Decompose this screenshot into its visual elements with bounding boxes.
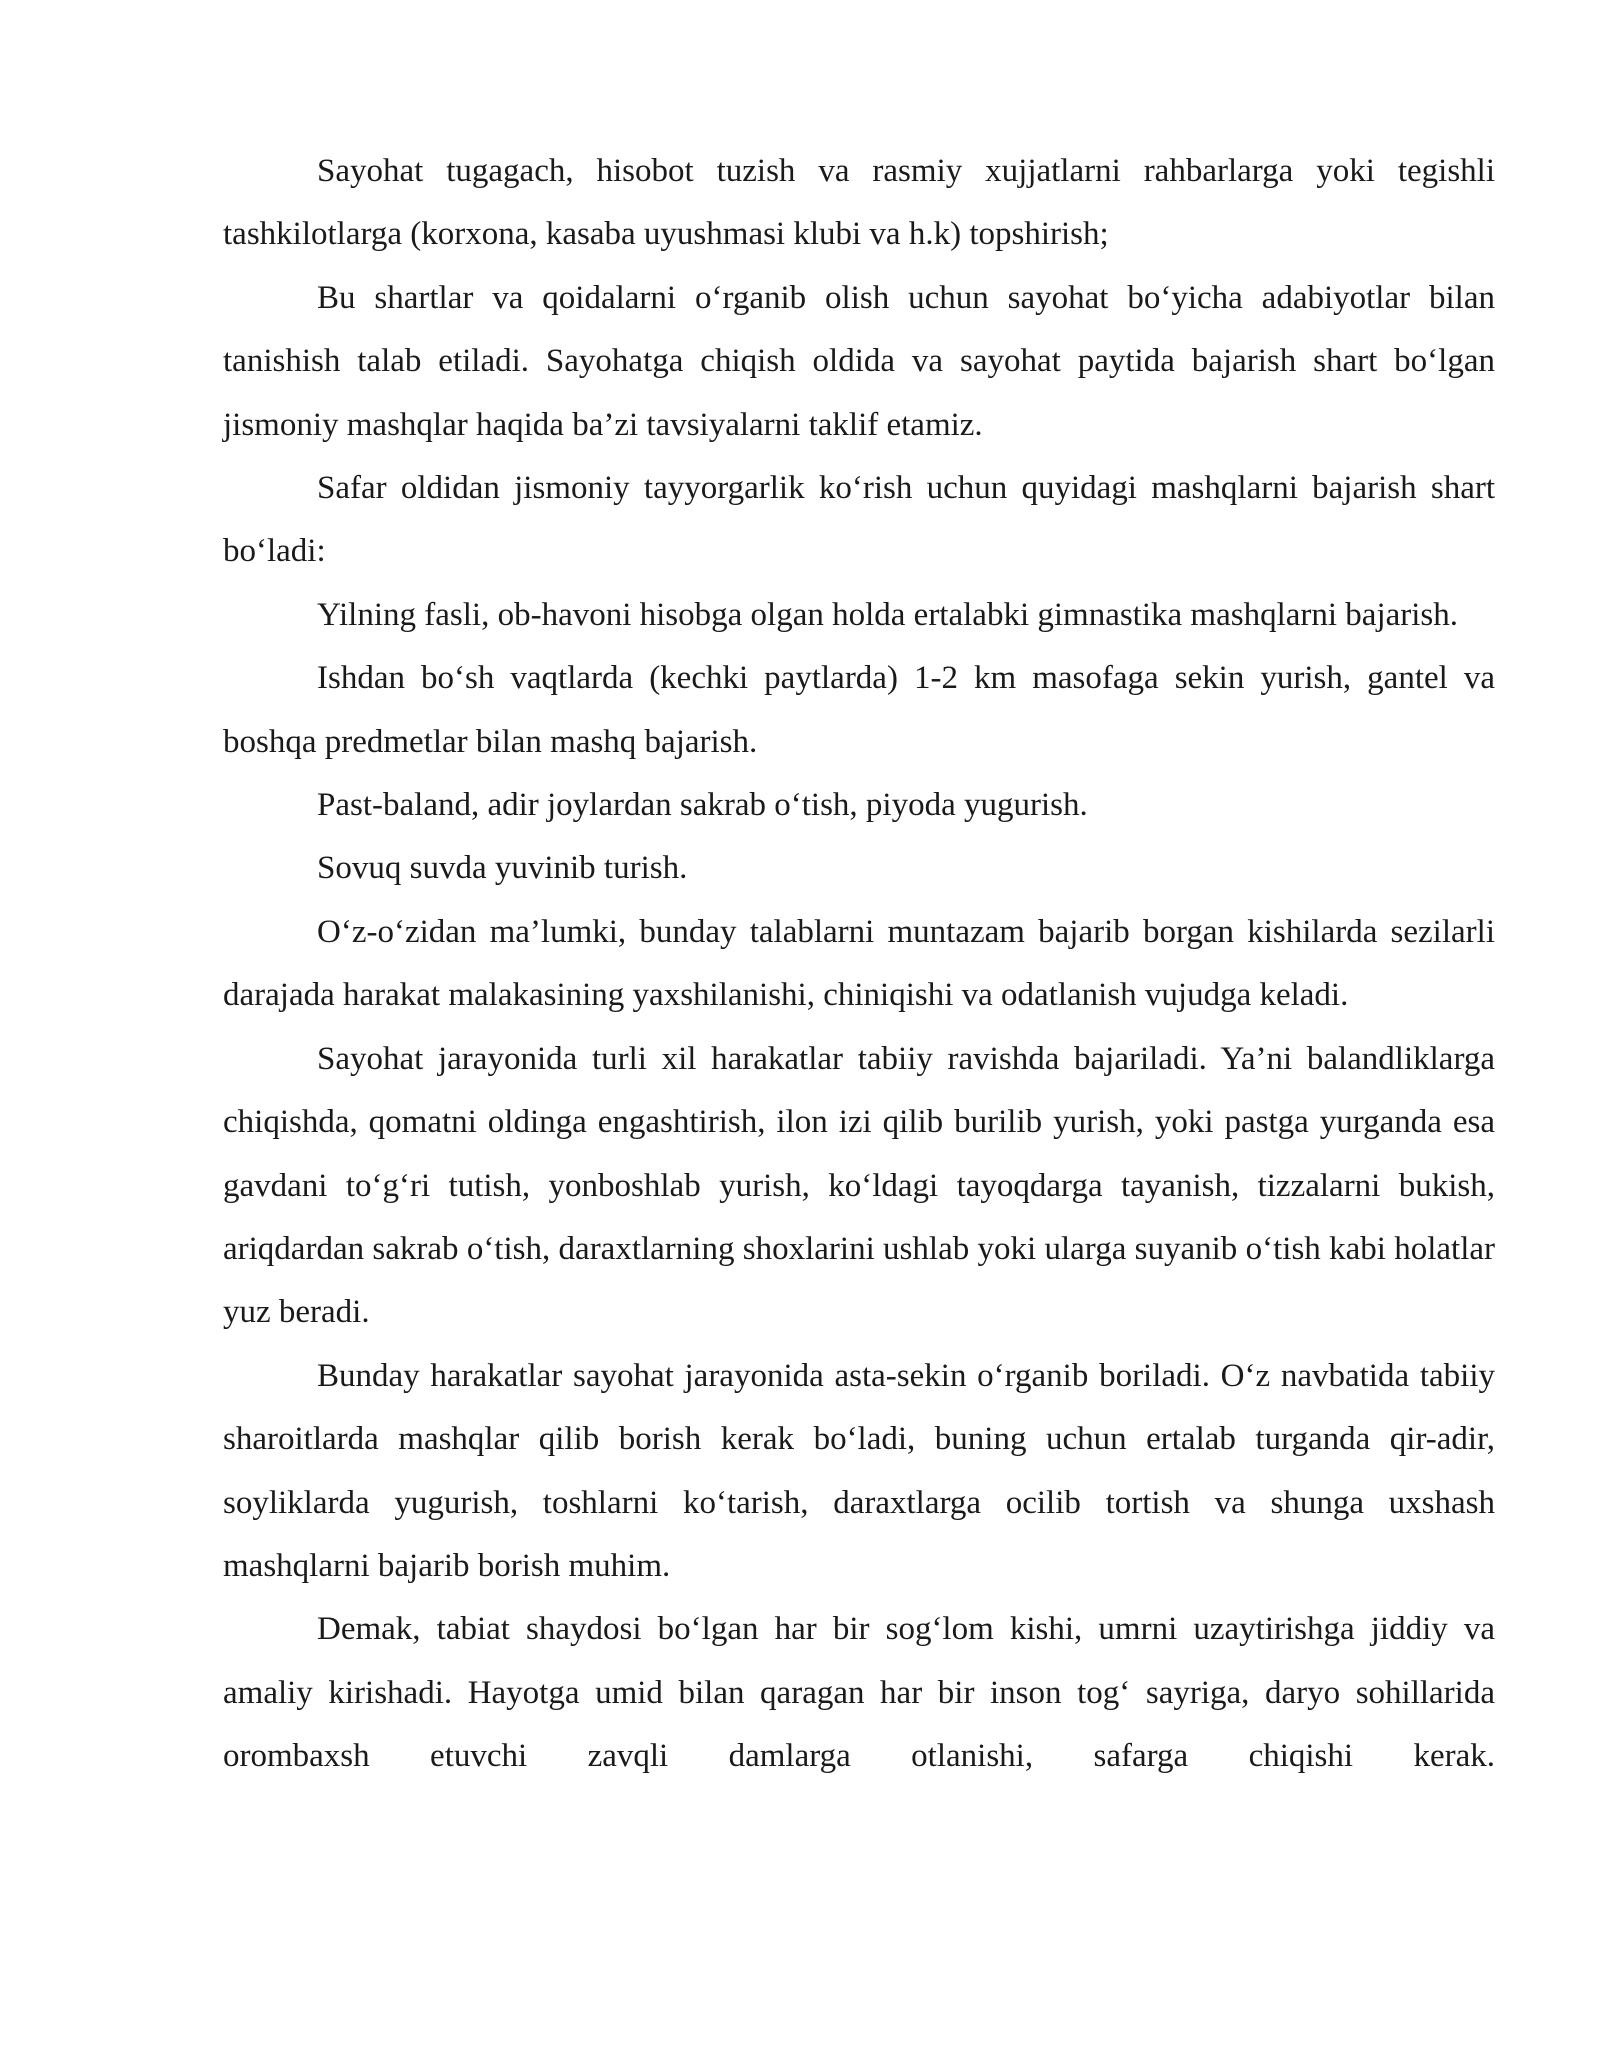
paragraph-3: Safar oldidan jismoniy tayyorgarlik ko‘rish uchun quyidagi mashqlarni bajarish shart bo‘ladi: xyxy=(223,470,1495,570)
paragraph-10: Bunday harakatlar sayohat jarayonida asta-sekin o‘rganib boriladi. O‘z navbatida tabiiy sharoitlarda mashqlar qilib borish kerak bo‘ladi, buning uchun ertalab turganda qir-adir, soyliklarda yugurish, toshlarni ko‘tarish, daraxtlarga ocilib tortish va shunga uxshash mashqlarni bajarib borish muhim. xyxy=(223,1357,1495,1584)
paragraph-6: Past-baland, adir joylardan sakrab o‘tish, piyoda yugurish. xyxy=(317,787,1088,824)
paragraph-2: Bu shartlar va qoidalarni o‘rganib olish uchun sayohat bo‘yicha adabiyotlar bilan tanishish talab etiladi. Sayohatga chiqish oldida va sayohat paytida bajarish shart bo‘lgan jismoniy mashqlar haqida ba’zi tavsiyalarni taklif etamiz. xyxy=(223,279,1495,443)
paragraph-9: Sayohat jarayonida turli xil harakatlar tabiiy ravishda bajariladi. Ya’ni balandliklarga chiqishda, qomatni oldinga engashtirish, ilon izi qilib burilib yurish, yoki pastga yurganda esa gavdani to‘g‘ri tutish, yonboshlab yurish, ko‘ldagi tayoqdarga tayanish, tizzalarni bukish, ariqdardan sakrab o‘tish, daraxtlarning shoxlarini ushlab yoki ularga suyanib o‘tish kabi holatlar yuz beradi. xyxy=(223,1040,1495,1331)
paragraph-4: Yilning fasli, ob-havoni hisobga olgan holda ertalabki gimnastika mashqlarni bajarish. xyxy=(317,596,1459,633)
paragraph-5: Ishdan bo‘sh vaqtlarda (kechki paytlarda) 1-2 km masofaga sekin yurish, gantel va boshqa predmetlar bilan mashq bajarish. xyxy=(223,660,1495,760)
paragraph-11: Demak, tabiat shaydosi bo‘lgan har bir sog‘lom kishi, umrni uzaytirishga jiddiy va amaliy kirishadi. Hayotga umid bilan qaragan har bir inson tog‘ sayriga, daryo sohillarida orombaxsh etuvchi zavqli damlarga otlanishi, safarga chiqishi kerak. xyxy=(223,1611,1495,1775)
paragraph-8: O‘z-o‘zidan ma’lumki, bunday talablarni muntazam bajarib borgan kishilarda sezilarli darajada harakat malakasining yaxshilanishi, chiniqishi va odatlanish vujudga keladi. xyxy=(223,913,1495,1014)
paragraph-7: Sovuq suvda yuvinib turish. xyxy=(317,850,688,887)
paragraph-1: Sayohat tugagach, hisobot tuzish va rasmiy xujjatlarni rahbarlarga yoki tegishli tashkilotlarga (korxona, kasaba uyushmasi klubi va h.k) topshirish; xyxy=(223,153,1495,253)
document-page xyxy=(223,140,1495,1789)
